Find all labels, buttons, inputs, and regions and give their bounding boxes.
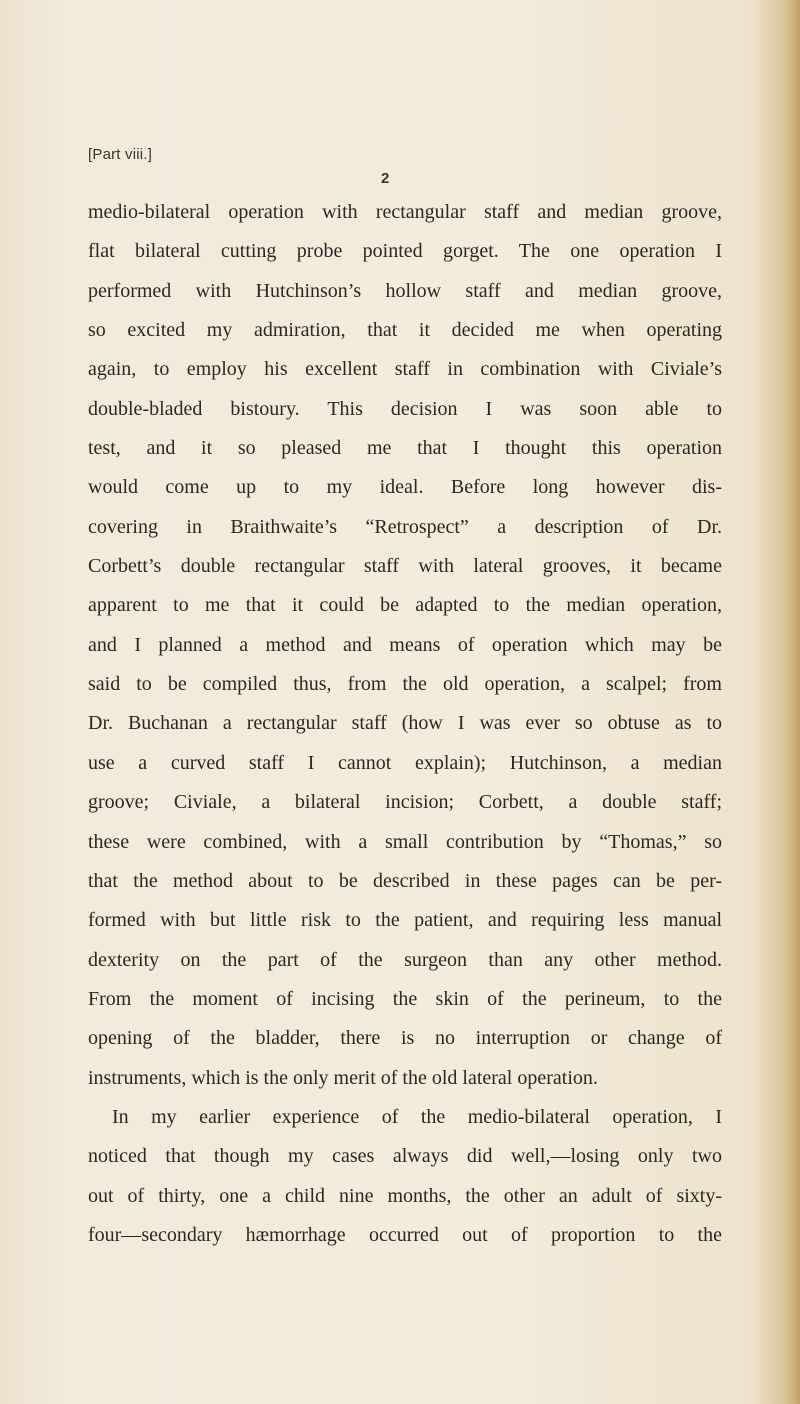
text-line: out of thirty, one a child nine months, the other an adult of sixty-	[88, 1184, 722, 1207]
text-line: apparent to me that it could be adapted to the median operation,	[88, 594, 722, 617]
text-line: said to be compiled thus, from the old operation, a scalpel; from	[88, 673, 722, 696]
text-line: four—secondary hæmorrhage occurred out of proportion to the	[88, 1223, 722, 1246]
text-line: groove; Civiale, a bilateral incision; Corbett, a double staff;	[88, 791, 722, 814]
text-line: covering in Braithwaite’s “Retrospect” a description of Dr.	[88, 515, 722, 538]
text-line: use a curved staff I cannot explain); Hutchinson, a median	[88, 751, 722, 774]
paragraph-first-line: In my earlier experience of the medio-bilateral operation, I	[112, 1105, 722, 1128]
text-line: double-bladed bistoury. This decision I was soon able to	[88, 397, 722, 420]
text-line: dexterity on the part of the surgeon than any other method.	[88, 948, 722, 971]
text-line: and I planned a method and means of operation which may be	[88, 633, 722, 656]
page-number: 2	[381, 170, 390, 187]
text-line: Dr. Buchanan a rectangular staff (how I was ever so obtuse as to	[88, 712, 722, 735]
text-line: opening of the bladder, there is no interruption or change of	[88, 1027, 722, 1050]
text-line: so excited my admiration, that it decided me when operating	[88, 319, 722, 342]
text-line: noticed that though my cases always did well,—losing only two	[88, 1145, 722, 1168]
text-line: test, and it so pleased me that I thought this operation	[88, 437, 722, 460]
text-line: these were combined, with a small contribution by “Thomas,” so	[88, 830, 722, 853]
text-line: would come up to my ideal. Before long however dis-	[88, 476, 722, 499]
body-text	[88, 193, 722, 1255]
text-line: flat bilateral cutting probe pointed gorget. The one operation I	[88, 240, 722, 263]
text-line: again, to employ his excellent staff in combination with Civiale’s	[88, 358, 722, 381]
text-line: that the method about to be described in these pages can be per-	[88, 869, 722, 892]
text-line: From the moment of incising the skin of the perineum, to the	[88, 987, 722, 1010]
text-line: Corbett’s double rectangular staff with lateral grooves, it became	[88, 555, 722, 578]
text-line: formed with but little risk to the patient, and requiring less manual	[88, 909, 722, 932]
part-label: [Part viii.]	[88, 146, 153, 163]
text-line: performed with Hutchinson’s hollow staff and median groove,	[88, 279, 722, 302]
text-line: medio-bilateral operation with rectangular staff and median groove,	[88, 201, 722, 223]
page-edge-shadow	[786, 0, 800, 1404]
text-line: instruments, which is the only merit of the old lateral operation.	[88, 1066, 598, 1089]
